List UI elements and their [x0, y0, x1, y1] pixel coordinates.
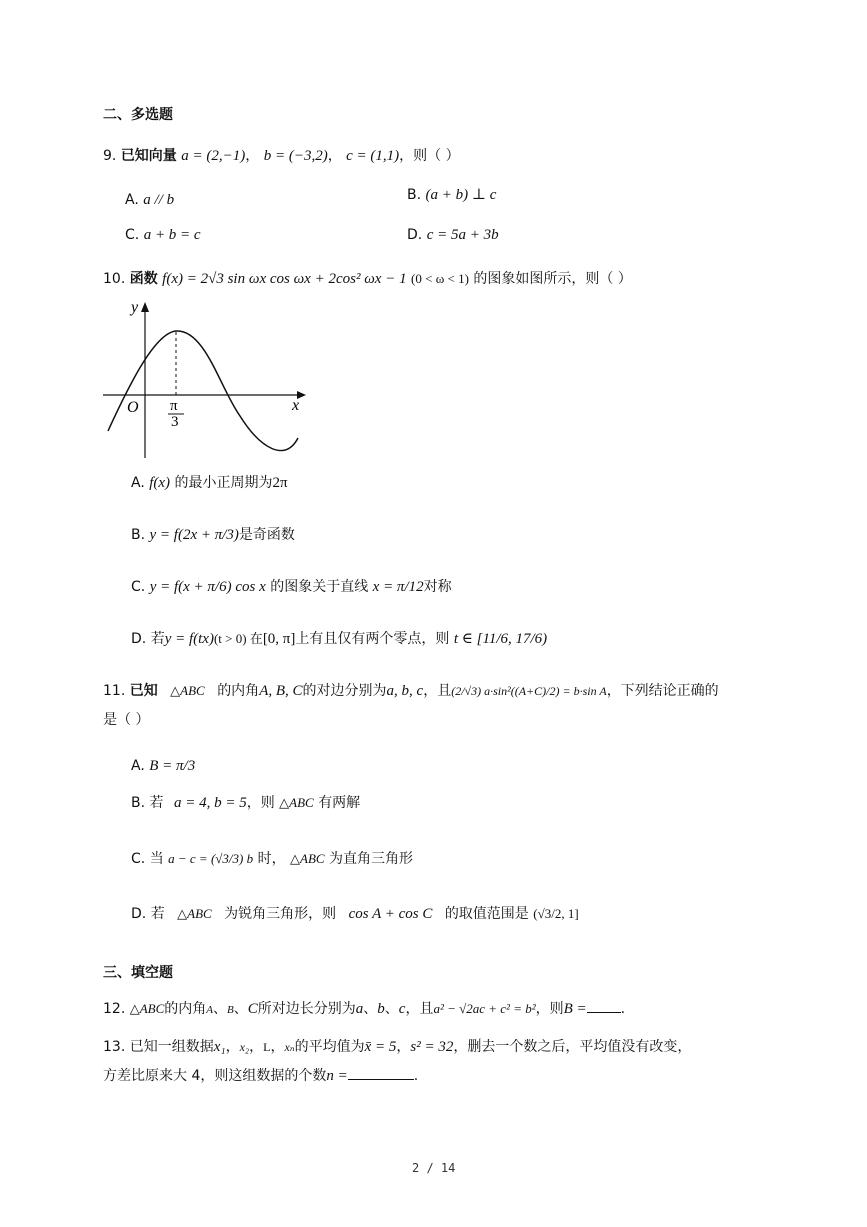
period: . — [620, 1001, 626, 1017]
option-text: 的取值范围是 — [444, 906, 529, 922]
option-text: 为直角三角形 — [329, 851, 414, 867]
q9-option-c — [125, 227, 201, 244]
data-xn: xₙ — [284, 1040, 295, 1054]
y-axis-label: y — [131, 299, 139, 316]
question-number: 11. — [103, 683, 126, 699]
variance-value: s² = 32 — [410, 1039, 454, 1055]
triangle-symbol: △ABC — [177, 906, 212, 921]
option-label: C. — [131, 579, 146, 595]
q11-option-b — [131, 792, 360, 812]
y-axis-arrow — [141, 302, 149, 312]
data-x1: x₁ — [213, 1039, 226, 1055]
function-formula: f(x) = 2√3 sin ωx cos ωx + 2cos² ωx − 1 — [162, 271, 407, 287]
option-math: [0, π] — [262, 631, 296, 647]
question-13: 13. 已知一组数据x₁，x₂，L，xₙ的平均值为x̄ = 5，s² = 32，删去一个数之后，平均值没有改变， — [103, 1039, 692, 1055]
option-label: A. — [131, 475, 145, 491]
option-math: x = π/12 — [372, 579, 424, 595]
answer-blank[interactable] — [587, 1012, 621, 1013]
q9-option-d — [407, 227, 499, 244]
question-text: 方差比原来大 4，则这组数据的个数 — [103, 1068, 327, 1084]
separator: ， — [245, 148, 260, 164]
question-text: 的平均值为 — [294, 1039, 365, 1055]
question-text: ，且 — [405, 1001, 434, 1017]
given-equation: a² − √2ac + c² = b² — [433, 1001, 536, 1016]
answer-prefix: n = — [326, 1068, 348, 1084]
question-tail: 的图象如图所示，则（ ） — [473, 271, 632, 287]
triangle-symbol: △ABC — [170, 683, 205, 698]
q10-option-b — [131, 524, 295, 544]
question-12 — [103, 998, 625, 1018]
question-stem: ，且 — [423, 683, 452, 699]
mean-value: x̄ = 5 — [364, 1039, 397, 1055]
q10-option-d — [131, 628, 547, 648]
sine-curve — [108, 331, 298, 451]
option-math: t ∈ [11/6, 17/6) — [453, 631, 548, 647]
option-label: A. — [125, 192, 139, 208]
q11-option-c — [131, 848, 413, 868]
question-text: 已知一组数据 — [129, 1039, 214, 1055]
option-text: 的图象关于直线 — [270, 579, 369, 595]
question-11 — [103, 680, 719, 700]
ellipsis: L — [263, 1040, 271, 1054]
option-math: f(x) — [149, 475, 171, 491]
option-tail: 对称 — [423, 579, 452, 595]
q9-option-b — [407, 185, 496, 204]
section-title-fill-blank: 三、填空题 — [103, 965, 173, 981]
separator: 、 — [213, 1001, 228, 1017]
option-text: a + b = c — [143, 227, 201, 243]
option-math: cos A + cos C — [348, 906, 433, 922]
option-math: 2π — [272, 475, 288, 491]
angle-names: A, B, C — [259, 683, 303, 699]
vector-c: c = (1,1) — [346, 148, 400, 164]
angle-a: A — [206, 1004, 214, 1016]
side-c: c — [398, 1001, 406, 1017]
section-title-multi-choice: 二、多选题 — [103, 107, 173, 123]
option-text: a // b — [143, 192, 175, 208]
q10-option-a — [131, 472, 288, 492]
option-text: 为锐角三角形，则 — [224, 906, 337, 922]
question-number: 9. — [103, 148, 117, 164]
option-math: y = f(2x + π/3) — [149, 527, 239, 543]
data-x2: x₂ — [239, 1040, 250, 1054]
question-text: ，则 — [535, 1001, 564, 1017]
option-text: 当 — [149, 851, 164, 867]
question-10 — [103, 268, 632, 288]
x-axis-label: x — [292, 397, 300, 414]
option-math: B = π/3 — [149, 758, 196, 774]
period: . — [413, 1068, 419, 1084]
option-label: B. — [407, 187, 422, 203]
vector-b: b = (−3,2) — [263, 148, 328, 164]
option-text: 若 — [150, 631, 165, 647]
q11-option-a — [131, 758, 195, 775]
question-9 — [103, 145, 460, 165]
option-text: (a + b) ⊥ c — [425, 187, 497, 203]
option-label: A. — [131, 758, 145, 774]
question-stem: 的对边分别为 — [302, 683, 387, 699]
option-math: y = f(tx) — [164, 631, 214, 647]
answer-prefix: B = — [563, 1001, 587, 1017]
option-label: C. — [131, 851, 146, 867]
question-tail: ，则（ ） — [399, 148, 460, 164]
question-text: ，删去一个数之后，平均值没有改变， — [453, 1039, 692, 1055]
question-number: 10. — [103, 271, 126, 287]
option-text: c = 5a + 3b — [426, 227, 499, 243]
option-text: 的最小正周期为 — [174, 475, 273, 491]
option-label: D. — [131, 631, 147, 647]
omega-condition: (0 < ω < 1) — [411, 271, 469, 286]
separator: 、 — [233, 1001, 248, 1017]
side-names: a, b, c — [386, 683, 424, 699]
option-text: 有两解 — [318, 795, 361, 811]
option-text: 是奇函数 — [238, 527, 295, 543]
angle-c: C — [247, 1001, 258, 1017]
question-number: 13. — [103, 1039, 126, 1055]
option-label: D. — [407, 227, 423, 243]
question-13-line2 — [103, 1065, 418, 1085]
option-math: a − c = (√3/3) b — [168, 851, 254, 866]
option-text: (t > 0) 在 — [213, 631, 263, 646]
question-text: 的内角 — [164, 1001, 207, 1017]
option-math: y = f(x + π/6) cos x — [149, 579, 266, 595]
option-text: 若 — [149, 795, 164, 811]
option-label: B. — [131, 527, 146, 543]
question-stem: ，下列结论正确的 — [606, 683, 719, 699]
angle-b: B — [227, 1004, 234, 1016]
separator: ， — [327, 148, 342, 164]
option-text: 时， — [257, 851, 286, 867]
side-a: a — [355, 1001, 364, 1017]
option-math: (√3/2, 1] — [533, 906, 579, 921]
q11-option-d — [131, 903, 579, 923]
option-label: D. — [131, 906, 147, 922]
option-label: C. — [125, 227, 140, 243]
option-text: 若 — [150, 906, 165, 922]
answer-blank[interactable] — [348, 1079, 414, 1080]
origin-label: O — [127, 399, 139, 416]
given-condition: (2/√3) a·sin²((A+C)/2) = b·sin A — [451, 684, 607, 698]
tick-label-denominator: 3 — [171, 414, 179, 430]
q10-option-c — [131, 576, 452, 596]
option-math: a = 4, b = 5 — [173, 795, 247, 811]
sine-graph — [100, 298, 310, 463]
question-11-line2: 是（ ） — [103, 712, 150, 728]
side-b: b — [377, 1001, 385, 1017]
option-label: B. — [131, 795, 146, 811]
question-stem: 函数 — [129, 271, 158, 287]
triangle-symbol: △ABC — [129, 1001, 165, 1016]
question-stem: 已知 — [129, 683, 158, 699]
question-number: 12. — [103, 1001, 126, 1017]
separator: 、 — [363, 1001, 378, 1017]
vector-a: a = (2,−1) — [181, 148, 246, 164]
question-text: 所对边长分别为 — [257, 1001, 356, 1017]
option-text: ，则 — [246, 795, 275, 811]
question-stem: 已知向量 — [120, 148, 177, 164]
tick-label-numerator: π — [170, 398, 178, 414]
triangle-symbol: △ABC — [290, 851, 325, 866]
option-text: 上有且仅有两个零点，则 — [295, 631, 450, 647]
q9-option-a — [125, 192, 174, 209]
separator: 、 — [384, 1001, 399, 1017]
page-number: 2 / 14 — [412, 1161, 456, 1175]
triangle-symbol: △ABC — [279, 795, 314, 810]
question-stem: 的内角 — [217, 683, 260, 699]
